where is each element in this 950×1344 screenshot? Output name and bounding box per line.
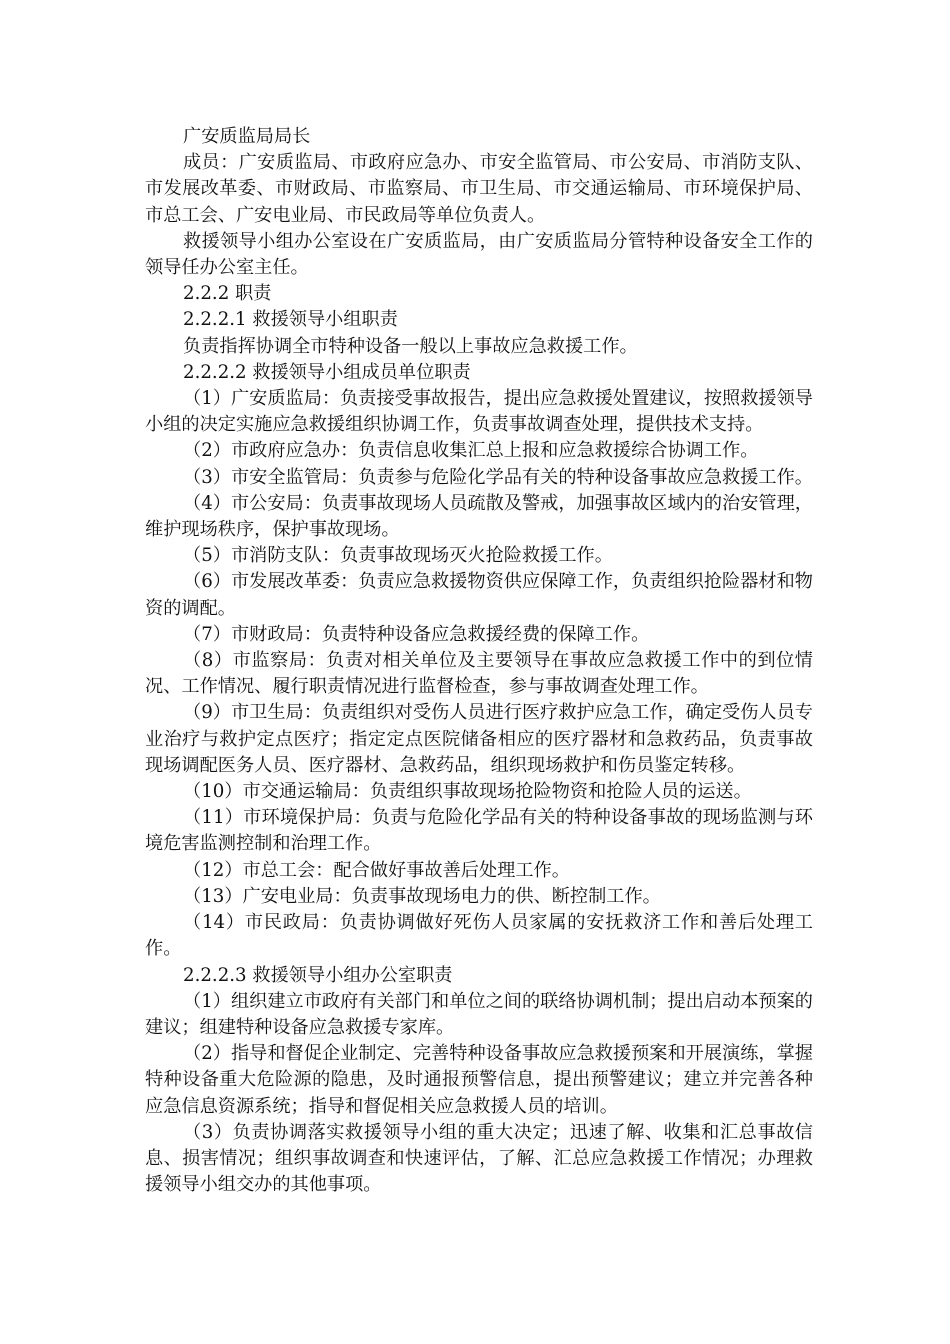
- list-item: （14）市民政局：负责协调做好死伤人员家属的安抚救济工作和善后处理工作。: [145, 912, 813, 960]
- document-body: [145, 124, 813, 1198]
- paragraph: 负责指挥协调全市特种设备一般以上事故应急救援工作。: [183, 335, 638, 357]
- section-heading: 2.2.2 职责: [183, 283, 272, 305]
- section-heading: 2.2.2.1 救援领导小组职责: [183, 309, 398, 331]
- paragraph: 广安质监局局长: [183, 126, 311, 147]
- list-item: （12）市总工会：配合做好事故善后处理工作。: [183, 859, 570, 881]
- list-item: （9）市卫生局：负责组织对受伤人员进行医疗救护应急工作，确定受伤人员专业治疗与救护定点医疗；指定定点医院储备相应的医疗器材和急救药品，负责事故现场调配医务人员、医疗器材、急救药品，组织现场救护和伤员鉴定转移。: [145, 702, 813, 776]
- list-item: （2）指导和督促企业制定、完善特种设备事故应急救援预案和开展演练，掌握特种设备重大危险源的隐患，及时通报预警信息，提出预警建议；建立并完善各种应急信息资源系统；指导和督促相关应急救援人员的培训。: [145, 1043, 813, 1117]
- list-item: （5）市消防支队：负责事故现场灭火抢险救援工作。: [183, 545, 613, 567]
- list-item: （10）市交通运输局：负责组织事故现场抢险物资和抢险人员的运送。: [183, 781, 752, 803]
- list-item: （1）组织建立市政府有关部门和单位之间的联络协调机制；提出启动本预案的建议；组建特种设备应急救援专家库。: [145, 990, 813, 1038]
- list-item: （13）广安电业局：负责事故现场电力的供、断控制工作。: [183, 885, 661, 907]
- section-heading: 2.2.2.2 救援领导小组成员单位职责: [183, 361, 471, 383]
- list-item: （3）负责协调落实救援领导小组的重大决定；迅速了解、收集和汇总事故信息、损害情况；组织事故调查和快速评估，了解、汇总应急救援工作情况；办理救援领导小组交办的其他事项。: [145, 1121, 813, 1196]
- list-item: （6）市发展改革委：负责应急救援物资供应保障工作，负责组织抢险器材和物资的调配。: [145, 571, 813, 619]
- list-item: （11）市环境保护局：负责与危险化学品有关的特种设备事故的现场监测与环境危害监测控制和治理工作。: [145, 807, 813, 855]
- list-item: （1）广安质监局：负责接受事故报告，提出应急救援处置建议，按照救援领导小组的决定实施应急救援组织协调工作，负责事故调查处理，提供技术支持。: [145, 388, 813, 436]
- section-heading: 2.2.2.3 救援领导小组办公室职责: [183, 964, 453, 986]
- list-item: （7）市财政局：负责特种设备应急救援经费的保障工作。: [183, 623, 650, 645]
- list-item: （4）市公安局：负责事故现场人员疏散及警戒，加强事故区域内的治安管理，维护现场秩序，保护事故现场。: [145, 492, 813, 541]
- list-item: （2）市政府应急办：负责信息收集汇总上报和应急救援综合协调工作。: [183, 440, 759, 462]
- paragraph: 救援领导小组办公室设在广安质监局，由广安质监局分管特种设备安全工作的领导任办公室主任。: [145, 230, 813, 279]
- list-item: （3）市安全监管局：负责参与危险化学品有关的特种设备事故应急救援工作。: [183, 466, 813, 488]
- list-item: （8）市监察局：负责对相关单位及主要领导在事故应急救援工作中的到位情况、工作情况、履行职责情况进行监督检查，参与事故调查处理工作。: [145, 650, 813, 698]
- paragraph: 成员：广安质监局、市政府应急办、市安全监管局、市公安局、市消防支队、市发展改革委、市财政局、市监察局、市卫生局、市交通运输局、市环境保护局、市总工会、广安电业局、市民政局等单位负责人。: [145, 152, 813, 226]
